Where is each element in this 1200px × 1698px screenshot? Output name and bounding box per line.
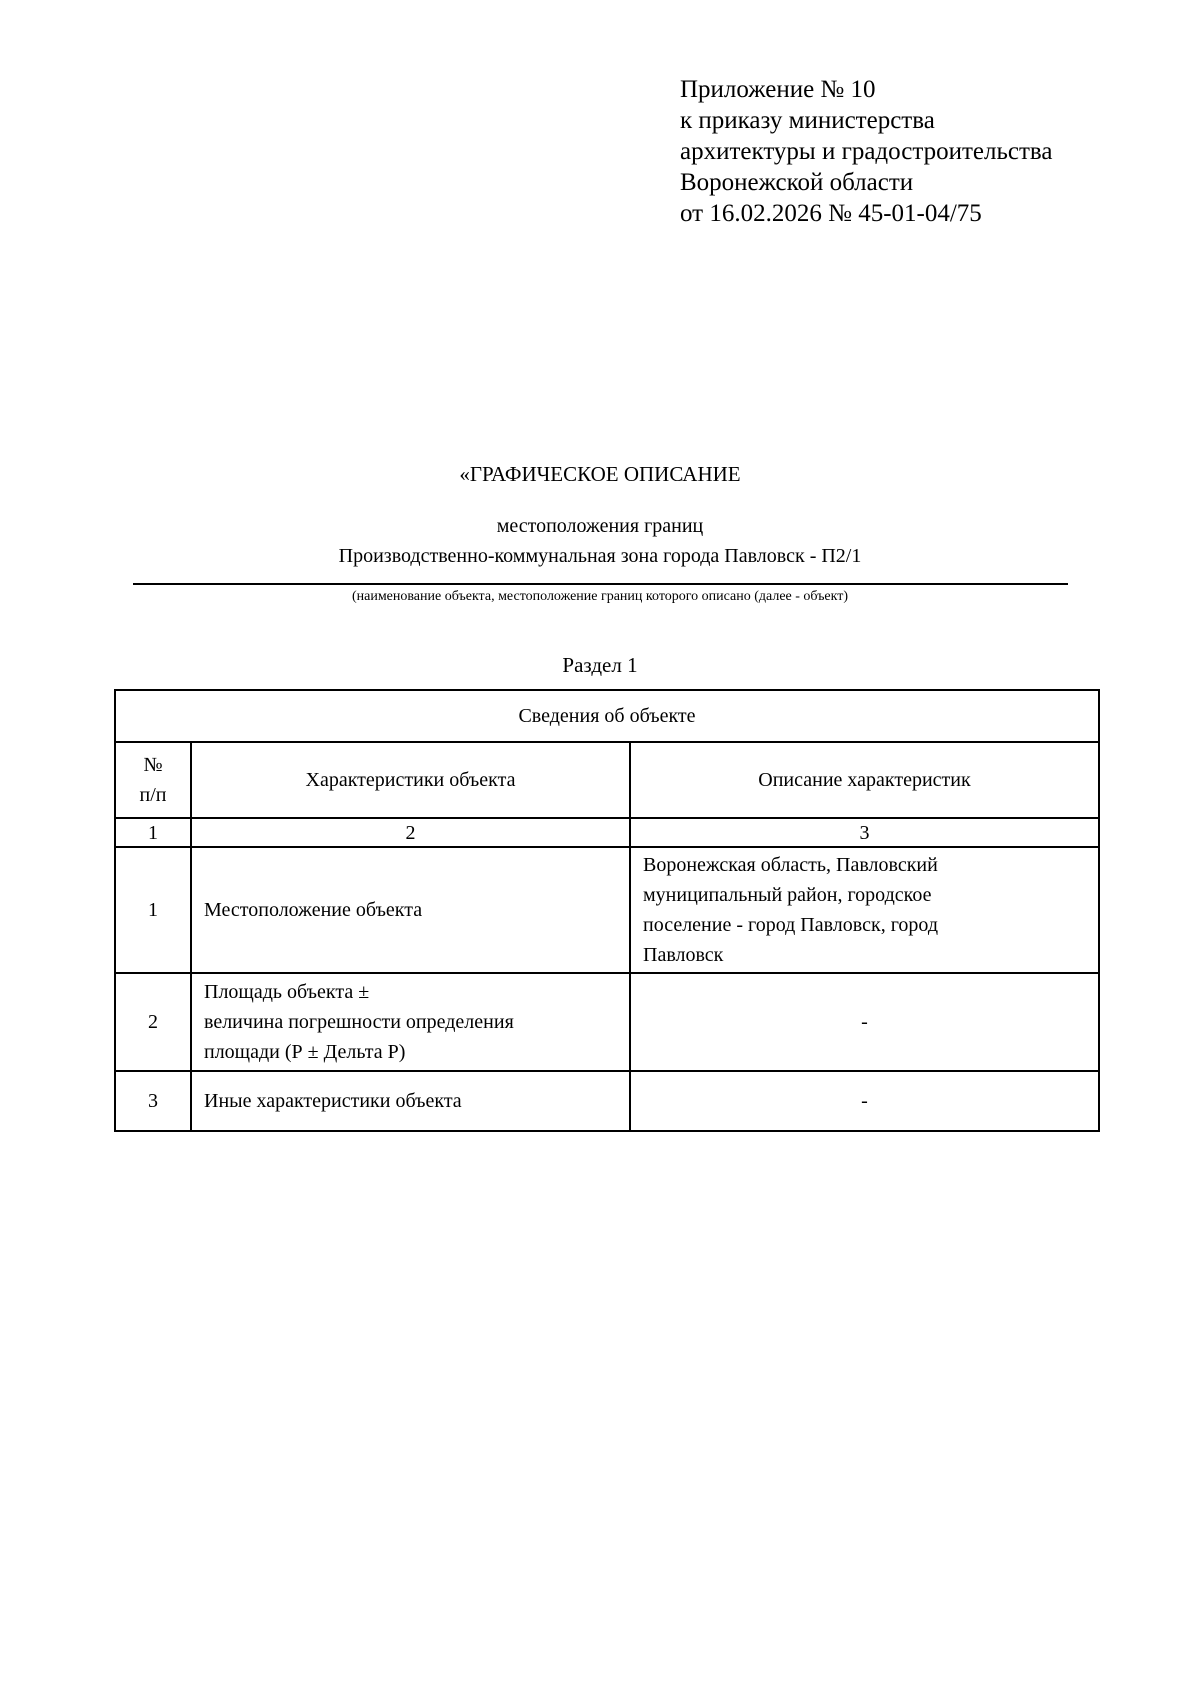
description-line: - <box>861 1011 868 1033</box>
description-line: - <box>861 1090 868 1112</box>
row-description <box>630 973 1099 1071</box>
table-row <box>115 847 1099 973</box>
appendix-line: к приказу министерства <box>680 107 935 134</box>
table-caption-row <box>115 690 1099 742</box>
header-number-abbr: п/п <box>139 784 167 806</box>
table-caption: Сведения об объекте <box>115 690 1099 742</box>
object-name: Производственно-коммунальная зона города Павловск - П2/1 <box>338 545 862 567</box>
object-info-table <box>114 689 1100 1132</box>
row-number: 1 <box>115 847 191 973</box>
row-description <box>630 847 1099 973</box>
description-line: Воронежская область, Павловский <box>643 854 938 876</box>
header-number <box>115 742 191 818</box>
index-cell: 3 <box>630 818 1099 847</box>
description-line: муниципальный район, городское <box>643 884 932 906</box>
appendix-line: Приложение № 10 <box>680 76 876 103</box>
document-title: «ГРАФИЧЕСКОЕ ОПИСАНИЕ <box>459 462 741 486</box>
characteristic-line: площади (Р ± Дельта Р) <box>204 1041 406 1063</box>
section-label: Раздел 1 <box>562 653 638 677</box>
row-description <box>630 1071 1099 1131</box>
appendix-line: Воронежской области <box>680 169 914 196</box>
row-number: 2 <box>115 973 191 1071</box>
subtitle-line: местоположения границ <box>496 515 704 537</box>
table-header-row <box>115 742 1099 818</box>
header-number-symbol: № <box>143 754 163 776</box>
header-characteristics: Характеристики объекта <box>191 742 630 818</box>
table-row <box>115 1071 1099 1131</box>
appendix-block <box>680 74 1160 229</box>
document-subtitle <box>0 511 1200 571</box>
header-description: Описание характеристик <box>630 742 1099 818</box>
index-cell: 1 <box>115 818 191 847</box>
description-line: Павловск <box>643 944 724 966</box>
index-cell: 2 <box>191 818 630 847</box>
appendix-line: от 16.02.2026 № 45-01-04/75 <box>680 200 982 227</box>
characteristic-line: Площадь объекта ± <box>204 981 370 1003</box>
row-characteristic <box>191 847 630 973</box>
characteristic-line: Местоположение объекта <box>204 899 423 921</box>
characteristic-line: величина погрешности определения <box>204 1011 514 1033</box>
table-row <box>115 973 1099 1071</box>
name-underline <box>133 583 1068 585</box>
name-caption: (наименование объекта, местоположение границ которого описано (далее - объект) <box>351 589 849 604</box>
row-characteristic <box>191 1071 630 1131</box>
description-line: поселение - город Павловск, город <box>643 914 939 936</box>
characteristic-line: Иные характеристики объекта <box>204 1090 462 1112</box>
table-index-row <box>115 818 1099 847</box>
row-number: 3 <box>115 1071 191 1131</box>
appendix-line: архитектуры и градостроительства <box>680 138 1053 165</box>
row-characteristic <box>191 973 630 1071</box>
